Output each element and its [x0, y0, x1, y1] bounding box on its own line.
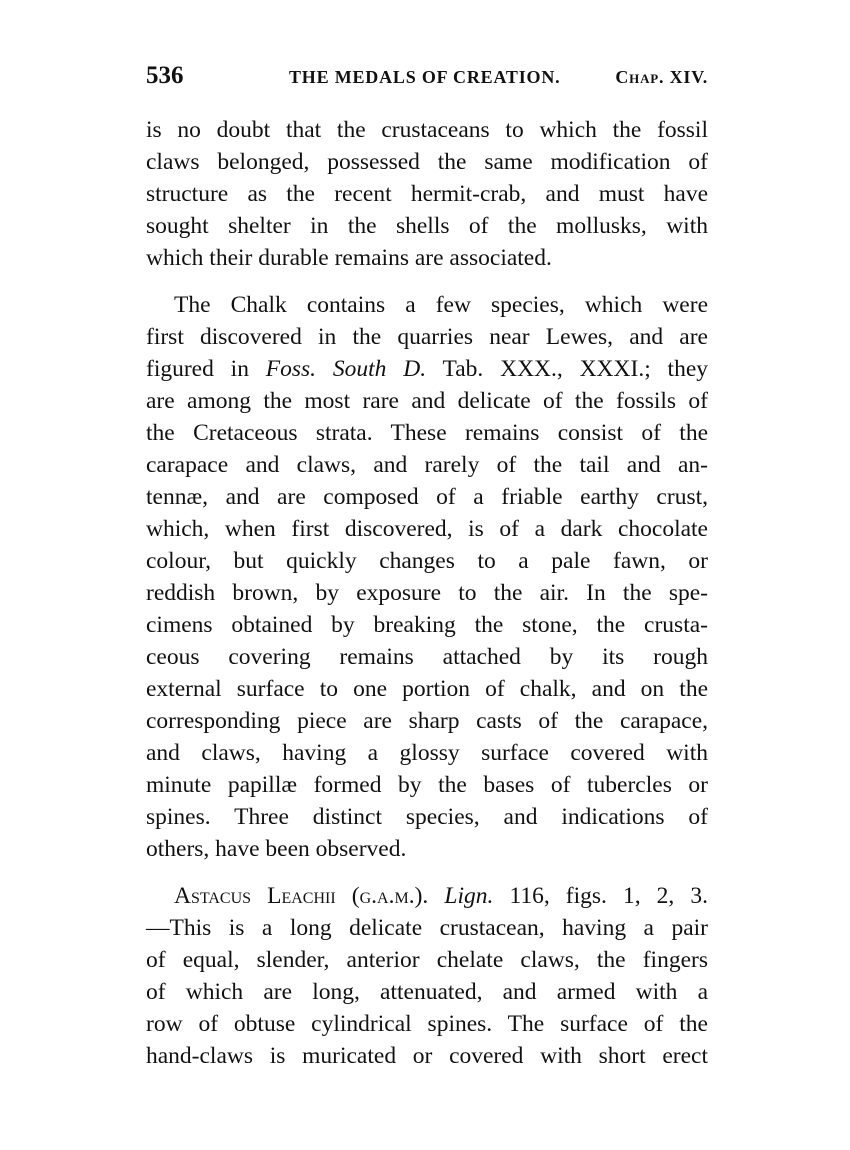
text-fragment — [386, 356, 403, 382]
text-line: ceous covering remains attached by its rough — [146, 644, 708, 670]
reference-italic: South — [332, 356, 387, 382]
figure-reference: 116, figs. 1, 2, 3. — [493, 883, 709, 909]
text-line: are among the most rare and delicate of the fossils of — [146, 388, 708, 414]
text-line: sought shelter in the shells of the mollusks, with — [146, 213, 708, 239]
text-line: which their durable remains are associated. — [146, 245, 552, 271]
text-line: of equal, slender, anterior chelate claws, the fingers — [146, 947, 708, 973]
text-fragment — [428, 883, 444, 909]
text-line: reddish brown, by exposure to the air. In the spe- — [146, 580, 708, 606]
text-line: hand-claws is muricated or covered with short erect — [146, 1043, 708, 1069]
text-fragment: Tab. XXX., XXXI.; they — [426, 356, 709, 382]
species-name: Astacus Leachii — [174, 883, 336, 909]
text-line: external surface to one portion of chalk, and on the — [146, 676, 708, 702]
book-title: THE MEDALS OF CREATION. — [289, 67, 561, 87]
text-line: carapace and claws, and rarely of the tail and an- — [146, 452, 708, 478]
text-line: the Cretaceous strata. These remains consist of the — [146, 420, 708, 446]
text-line: cimens obtained by breaking the stone, the crusta- — [146, 612, 708, 638]
body-text — [146, 114, 708, 1072]
text-fragment — [316, 356, 333, 382]
text-fragment: figured in — [146, 356, 266, 382]
text-line: colour, but quickly changes to a pale fawn, or — [146, 548, 708, 574]
paragraph-chalk — [146, 289, 708, 865]
page-number: 536 — [146, 62, 184, 89]
text-line: and claws, having a glossy surface covered with — [146, 740, 708, 766]
text-line: claws belonged, possessed the same modification of — [146, 149, 708, 175]
text-line: minute papillæ formed by the bases of tubercles or — [146, 772, 708, 798]
running-head — [146, 62, 708, 96]
text-line — [146, 353, 708, 385]
text-line: The Chalk contains a few species, which were — [174, 292, 708, 318]
authority-abbrev: (g.a.m.). — [351, 883, 429, 909]
text-line: —This is a long delicate crustacean, having a pair — [146, 915, 708, 941]
text-line — [146, 880, 708, 912]
text-line: which, when first discovered, is of a dark chocolate — [146, 516, 708, 542]
text-line: structure as the recent hermit-crab, and must have — [146, 181, 708, 207]
text-line: others, have been observed. — [146, 836, 407, 862]
text-line: spines. Three distinct species, and indications of — [146, 804, 708, 830]
reference-italic: Lign. — [444, 883, 494, 909]
chapter-label: Chap. XIV. — [615, 67, 708, 87]
text-line: is no doubt that the crustaceans to which the fossil — [146, 117, 708, 143]
text-line: row of obtuse cylindrical spines. The surface of the — [146, 1011, 708, 1037]
paragraph-astacus — [146, 880, 708, 1072]
reference-italic: Foss. — [265, 356, 317, 382]
reference-italic: D. — [403, 356, 427, 382]
text-line: first discovered in the quarries near Lewes, and are — [146, 324, 708, 350]
text-line: corresponding piece are sharp casts of the carapace, — [146, 708, 708, 734]
text-line: tennæ, and are composed of a friable earthy crust, — [146, 484, 708, 510]
paragraph-continuation — [146, 114, 708, 274]
text-line: of which are long, attenuated, and armed with a — [146, 979, 708, 1005]
text-fragment — [336, 883, 352, 909]
